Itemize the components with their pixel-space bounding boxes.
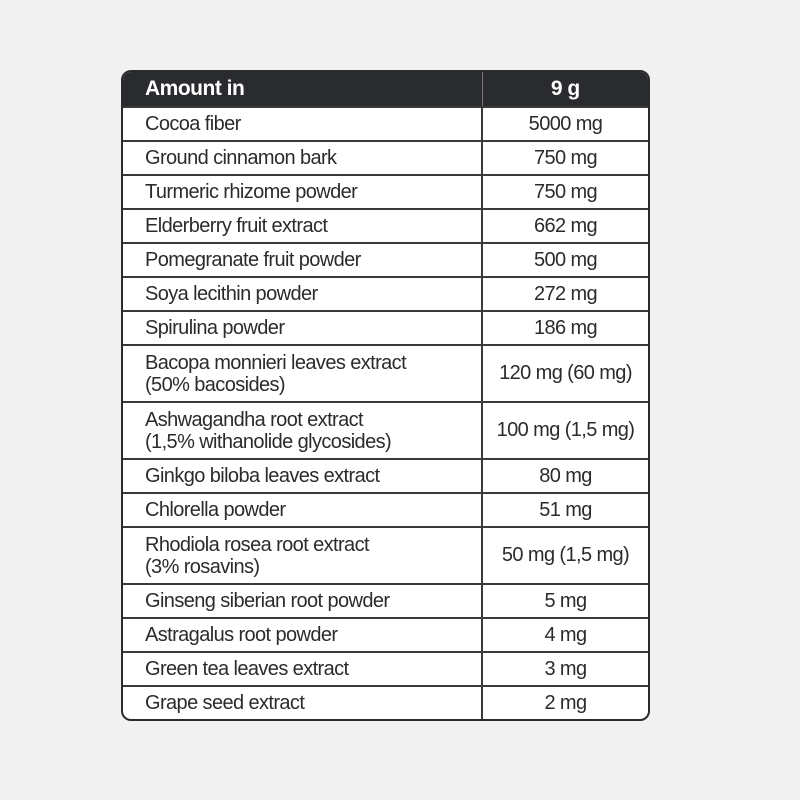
table-row <box>123 141 648 175</box>
ingredient-name: Ginseng siberian root powder <box>123 584 482 618</box>
ingredient-amount: 500 mg <box>482 243 648 277</box>
ingredient-amount: 750 mg <box>482 175 648 209</box>
table-row <box>123 459 648 493</box>
table-row <box>123 493 648 527</box>
ingredient-name-line1: Rhodiola rosea root extract <box>145 533 369 556</box>
table-row <box>123 107 648 141</box>
ingredient-name-line2: (3% rosavins) <box>145 555 260 578</box>
ingredient-name: Cocoa fiber <box>123 107 482 141</box>
ingredient-name-line2: (50% bacosides) <box>145 373 285 396</box>
table-row <box>123 618 648 652</box>
ingredient-amount: 51 mg <box>482 493 648 527</box>
table-header-row <box>123 72 648 107</box>
ingredient-name: Turmeric rhizome powder <box>123 175 482 209</box>
header-amount: 9 g <box>482 72 648 107</box>
header-ingredient: Amount in <box>123 72 482 107</box>
ingredient-name: Ground cinnamon bark <box>123 141 482 175</box>
table-row <box>123 243 648 277</box>
ingredient-amount: 80 mg <box>482 459 648 493</box>
ingredient-amount: 3 mg <box>482 652 648 686</box>
table-row <box>123 209 648 243</box>
table-row <box>123 686 648 719</box>
table-row <box>123 311 648 345</box>
ingredient-name-line1: Ashwagandha root extract <box>145 408 363 431</box>
ingredient-name: Ginkgo biloba leaves extract <box>123 459 482 493</box>
ingredient-amount: 186 mg <box>482 311 648 345</box>
ingredient-amount: 100 mg (1,5 mg) <box>482 402 648 459</box>
ingredient-name <box>123 527 482 584</box>
ingredient-name: Astragalus root powder <box>123 618 482 652</box>
ingredient-amount: 5000 mg <box>482 107 648 141</box>
table-row <box>123 584 648 618</box>
table-row <box>123 345 648 402</box>
table-row <box>123 402 648 459</box>
ingredients-table <box>121 70 650 721</box>
ingredient-amount: 662 mg <box>482 209 648 243</box>
ingredient-name-line1: Bacopa monnieri leaves extract <box>145 351 407 374</box>
table-row <box>123 175 648 209</box>
ingredient-name: Chlorella powder <box>123 493 482 527</box>
ingredient-name <box>123 402 482 459</box>
ingredient-name: Spirulina powder <box>123 311 482 345</box>
ingredient-amount: 4 mg <box>482 618 648 652</box>
ingredient-name: Soya lecithin powder <box>123 277 482 311</box>
ingredient-amount: 5 mg <box>482 584 648 618</box>
ingredient-name <box>123 345 482 402</box>
ingredient-amount: 120 mg (60 mg) <box>482 345 648 402</box>
ingredient-name: Grape seed extract <box>123 686 482 719</box>
ingredient-name: Green tea leaves extract <box>123 652 482 686</box>
ingredient-amount: 750 mg <box>482 141 648 175</box>
ingredient-amount: 2 mg <box>482 686 648 719</box>
table-row <box>123 652 648 686</box>
table-row <box>123 277 648 311</box>
ingredient-name: Elderberry fruit extract <box>123 209 482 243</box>
ingredient-amount: 272 mg <box>482 277 648 311</box>
ingredient-amount: 50 mg (1,5 mg) <box>482 527 648 584</box>
ingredient-name-line2: (1,5% withanolide glycosides) <box>145 430 392 453</box>
ingredient-name: Pomegranate fruit powder <box>123 243 482 277</box>
table-row <box>123 527 648 584</box>
